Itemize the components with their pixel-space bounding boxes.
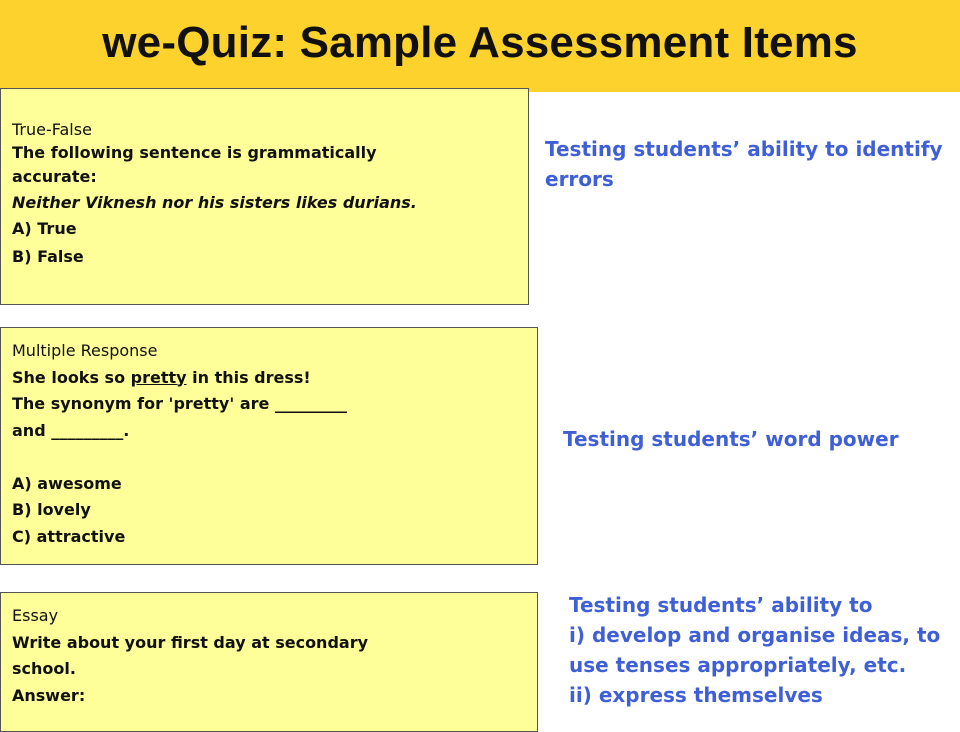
sentence-before: She looks so	[12, 367, 131, 387]
question-sentence	[12, 365, 537, 392]
question-line: Write about your first day at secondary	[12, 632, 369, 652]
underlined-word: pretty	[130, 367, 187, 387]
item-type-label: Essay	[12, 606, 59, 625]
item-type-label: True-False	[12, 120, 92, 139]
note-identify-errors: Testing students’ ability to identify errors	[545, 137, 943, 191]
true-false-item-box	[0, 88, 529, 305]
multiple-response-item-box	[0, 327, 538, 565]
option-c: C) attractive	[12, 526, 126, 546]
note-word-power: Testing students’ word power	[563, 427, 899, 451]
page-title: we-Quiz: Sample Assessment Items	[102, 18, 858, 67]
option-a: A) awesome	[12, 473, 122, 493]
question-line: The synonym for 'pretty' are _________	[12, 394, 347, 413]
option-b: B) lovely	[12, 500, 91, 519]
spacer	[12, 444, 537, 471]
note-essay-skills	[569, 590, 959, 710]
option-a: A) True	[12, 219, 77, 238]
item-type-label: Multiple Response	[12, 341, 158, 360]
question-sentence: Neither Viknesh nor his sisters likes durians.	[12, 192, 417, 212]
note-line: i) develop and organise ideas, to	[569, 623, 941, 647]
option-b: B) False	[12, 246, 84, 266]
note-line: use tenses appropriately, etc.	[569, 653, 907, 677]
question-line: school.	[12, 659, 76, 678]
answer-label: Answer:	[12, 685, 86, 705]
essay-item-box	[0, 592, 538, 732]
question-line: accurate:	[12, 166, 97, 186]
question-line: and _________.	[12, 420, 130, 440]
question-line: The following sentence is grammatically	[12, 142, 377, 162]
sentence-after: in this dress!	[186, 367, 311, 387]
note-line: Testing students’ ability to	[569, 593, 873, 617]
note-line: ii) express themselves	[569, 683, 823, 707]
